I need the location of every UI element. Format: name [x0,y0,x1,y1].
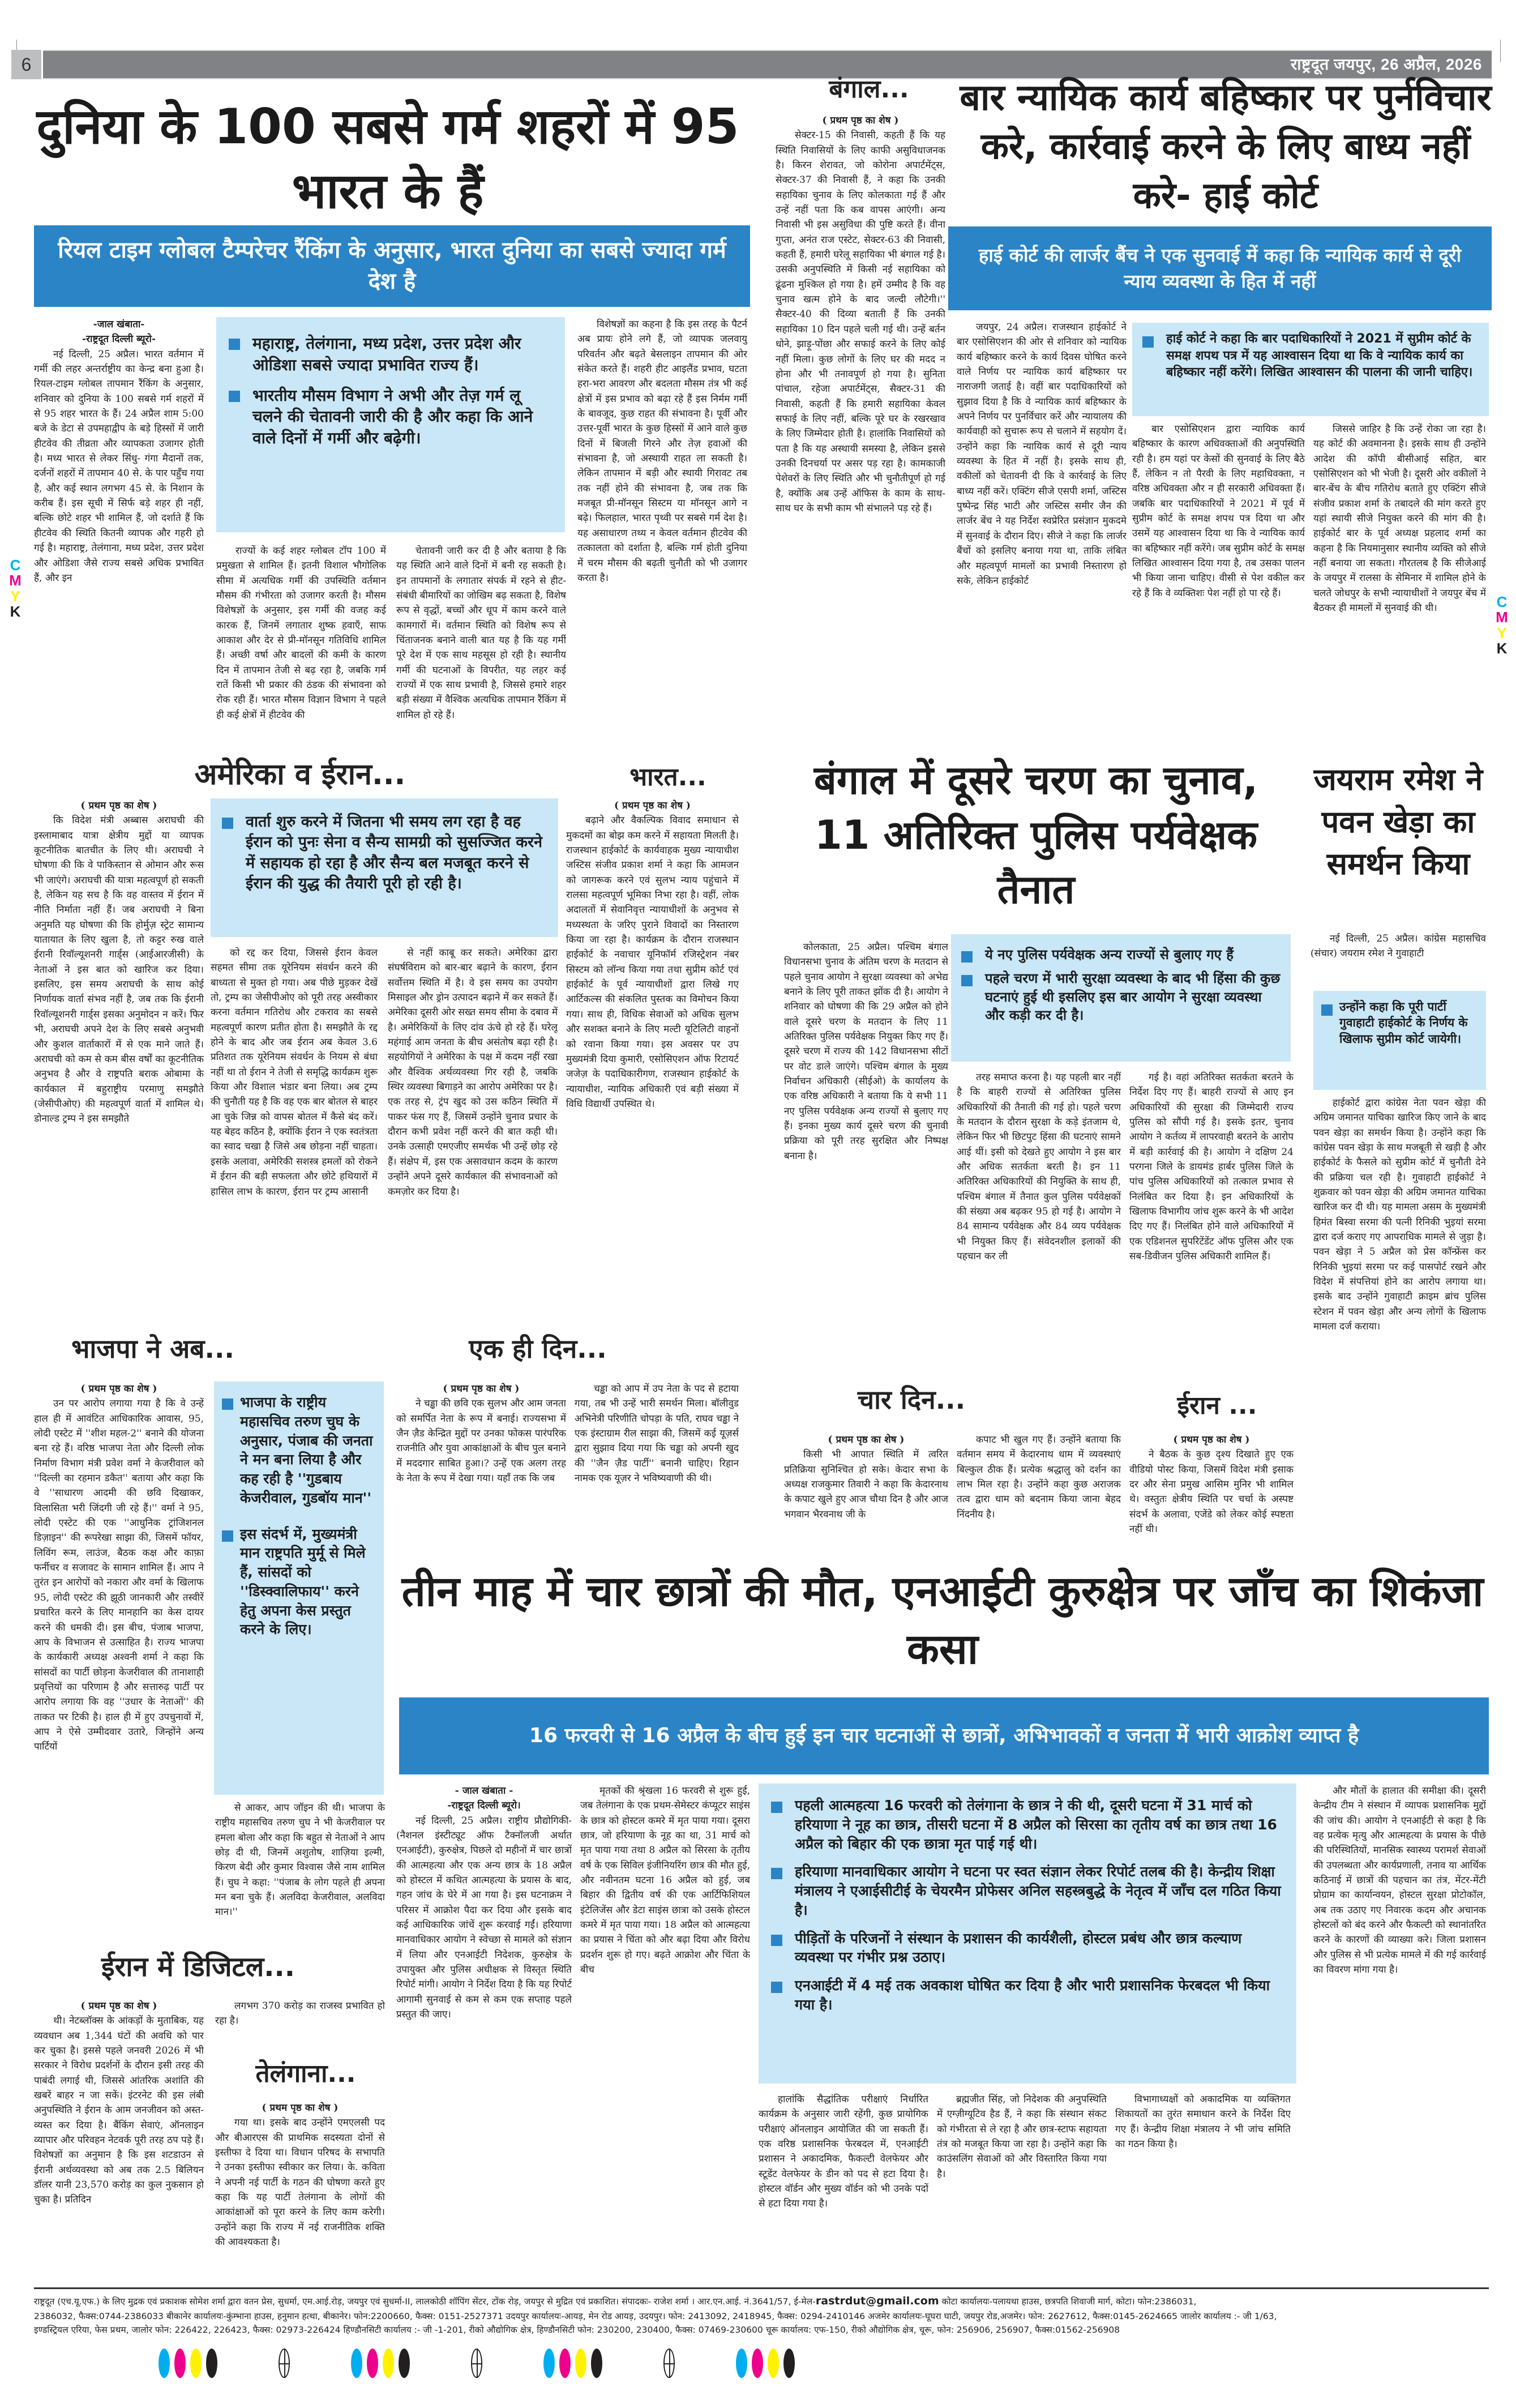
bullet-square-icon [771,1935,782,1946]
cmyk-swatch [543,2349,602,2378]
bengal-phase2-highlight-box [951,934,1291,1062]
iran-short-column: ( प्रथम पृष्ठ का शेष ) ने बैठक के कुछ दृश्य दिखाते हुए एक वीडियो पोस्ट किया, जिसमें विदेश मंत्री इसाक दर और सेना प्रमुख आसिम मुनिर भी शामिल थे। वस्तुतः क्षेत्रीय स्थिति पर चर्चा के अस्पष्ट संदर्भ के अलावा, एजेंडे को लेकर कोई स्पष्टता नहीं थी। [1129,1434,1294,1536]
highlight-item: पीड़ितों के परिजनों ने संस्थान के प्रशासन की कार्यशैली, होस्टल प्रबंध और छात्र कल्याण व्यवस्था पर गंभीर प्रश्न उठाए। [771,1929,1284,1968]
highlight-item: हरियाणा मानवाधिकार आयोग ने घटना पर स्वत संज्ञान लेकर रिपोर्ट तलब की है। केन्द्रीय शिक्षा मंत्रालय ने एआईसीटीई के चेयरमैन प्रोफेसर अनिल सहस्त्रबुद्धे के नेतृत्व में जाँच दल गठित किया है। [771,1862,1284,1919]
iran-digital-column-2: लगभग 370 करोड़ का राजस्व प्रभावित हो रहा है। [215,2000,385,2027]
highlight-item: ये नए पुलिस पर्यवेक्षक अन्य राज्यों से बुलाए गए हैं [961,946,1281,964]
bullet-square-icon [222,1530,233,1542]
bengal-cont-title: बंगाल... [829,75,909,104]
heat-subhead-band: रियल टाइम ग्लोबल टैम्परेचर रैंकिंग के अनुसार, भारत दुनिया का सबसे ज्यादा गर्म देश है [34,225,750,307]
bjp-column-1: ( प्रथम पृष्ठ का शेष ) उन पर आरोप लगाया गया है कि वे उन्हें हाल ही में आवंटित आधिकारिक आवास, 95, लोदी एस्टेट में ''शीश महल-2'' बनाने की योजना बना रहे हैं। वरिष्ठ भाजपा नेता और दिल्ली लोक निर्माण विभाग मंत्री प्रवेश वर्मा ने केजरीवाल को ''दिल्ली का रहमान डकैत'' बताया और कहा कि वे ''साधारण आदमी की छवि दिखाकर, विलासिता भरी जिंदगी जी रहे हैं।'' वर्मा ने 95, लोदी एस्टेट की एक ''आधुनिक ट्रांजिशनल डिज़ाइन'' की रूपरेखा साझा की, जिसमें फॉयर, लिविंग रूम, लाउंज, बैठक कक्ष और काफ़ा फर्नीचर व सजावट के सामान शामिल हैं। आप ने तुरंत इन आरोपों को नकारा और वर्मा के खिलाफ 95, लोदी एस्टेट की झूठी जानकारी और तस्वीरें प्रचारित करने के लिए मानहानि का केस दायर करने की धमकी दी। इस बीच, पंजाब भाजपा, आप के विभाजन से उत्साहित है। राज्य भाजपा के कार्यकारी अध्यक्ष अश्वनी शर्मा ने कहा कि सांसदों का पार्टी छोड़ना केजरीवाल की तानाशाही प्रवृत्तियों का परिणाम है और सत्तारुढ़ पार्टी पर आरोप लगाया कि वह ''उधार के नेताओं'' की ताकत पर टिकी है। हाल ही में हुए उपचुनावों में, आप ने ऐसे उम्मीदवार उतारे, जिन्होंने अन्य पार्टियों [34,1383,204,1753]
bengal-phase2-column-3: गई है। वहां अतिरिक्त सतर्कता बरतने के निर्देश दिए गए हैं। बाहरी राज्यों से आए इन अधिकारियों की सुरक्षा की जिम्मेदारी राज्य पुलिस को सौंपी गई है। इसके इतर, चुनाव आयोग ने कर्तव्य में लापरवाही बरतने के आरोप में बड़ी कार्रवाई की है। आयोग ने दक्षिण 24 परगना जिले के डायमंड हार्बर पुलिस जिले के पांच पुलिस अधिकारियों को तत्काल प्रभाव से निलंबित कर दिया है। इन अधिकारियों के खिलाफ विभागीय जांच शुरू करने के भी आदेश दिए गए हैं। निलंबित होने वाले अधिकारियों में एक एडिशनल सुपरिटेंडेंट ऑफ पुलिस और एक सब-डिवीजन पुलिस अधिकारी शामिल हैं। [1129,1072,1294,1263]
article-text: नई दिल्ली, 25 अप्रैल। भारत वर्तमान में गर्मी की लहर अन्तर्राष्ट्रीय का केन्द्र बना हुआ है। रियल-टाइम ग्लोबल तापमान रैंकिंग के अनुसार, शनिवार को दुनिया के 100 सबसे गर्म शहरों में से 95 शहर भारत के हैं। 24 अप्रैल शाम 5:00 बजे के डेटा से उपमहाद्वीप के बड़े हिस्सों में जारी हीटवेव की तीव्रता और व्यापकता उजागर होती है। मध्य भारत से लेकर सिंधु- गंगा मैदानों तक, दर्जनों शहरों में तापमान 40 से. के पार पहुँच गया है, और कई स्थान लगभग 45 से. के निशान के करीब हैं। इस सूची में सिर्फ बड़े शहर ही नहीं, बल्कि छोटे शहर भी शामिल हैं, जो दर्शाते हैं कि हीटवेव की स्थिति कितनी व्यापक और गहरी हो गई है। महाराष्ट्र, तेलंगाना, मध्य प्रदेश, उत्तर प्रदेश और ओडिशा जैसे राज्य सबसे अधिक प्रभावित हैं, और इन [34,348,204,584]
registration-marks [159,2349,795,2378]
char-din-column-2: कपाट भी खुल गए हैं। उन्होंने बताया कि वर्तमान समय में केदारनाथ धाम में व्यवस्थाएं बिल्कुल ठीक हैं। प्रत्येक श्रद्धालु को दर्शन का लाभ मिल रहा है। उन्होंने कहा कुछ अराजक तत्व द्वारा धाम को बदनाम किया जाना बेहद निंदनीय है। [957,1434,1121,1520]
bullet-square-icon [771,1982,782,1993]
cmyk-marker-left: C M Y K [9,557,22,620]
bengal-phase2-headline: बंगाल में दूसरे चरण का चुनाव, 11 अतिरिक्त पुलिस पर्यवेक्षक तैनात [813,757,1258,913]
highlight-item: भाजपा के राष्ट्रीय महासचिव तरुण चुघ के अनुसार, पंजाब की जनता ने मन बना लिया है और कह रही है ''गुडबाय केजरीवाल, गुडबॉय मान'' [222,1393,376,1508]
bullet-square-icon [771,1868,782,1879]
char-din-title: चार दिन... [857,1384,966,1415]
registration-target-icon [663,2349,675,2378]
highcourt-headline: बार न्यायिक कार्य बहिष्कार पर पुर्नविचार करे, कार्रवाई करने के लिए बाध्य नहीं करे- हाई कोर्ट [960,77,1492,217]
footer-rule [34,2287,1489,2289]
highcourt-column-3: जिससे जाहिर है कि उन्हें रोका जा रहा है। यह कोर्ट की अवमानना है। इसके साथ ही उन्होंने आदेश की कॉपी बीसीआई सहित, बार एसोसिएशन को भी भेजी है। दूसरी ओर वकीलों ने बार-बेंच के बीच गतिरोध बताते हुए एक्टिंग सीजे संजीव प्रकाश शर्मा के तबादले की मांग करते हुए यहां स्थायी सीजे नियुक्त करने की मांग की है। हाईकोर्ट बार के पूर्व अध्यक्ष प्रहलाद शर्मा का कहना है कि नियमानुसार स्थानीय व्यक्ति को सीजे नहीं बनाया जा सकता। गौरतलब है कि सीजेआई के जयपुर में रालसा के सेमिनार में शामिल होने के चलते जोधपुर के सभी न्यायाधीशों ने जयपुर बेंच में बैठकर ही मामलों में सुनवाई की थी। [1313,424,1486,614]
nit-headline: तीन माह में चार छात्रों की मौत, एनआईटी कुरुक्षेत्र पर जाँच का शिकंजा कसा [401,1567,1484,1674]
email-link[interactable]: rastrdut@gmail.com [815,2295,939,2307]
iran-digital-title: ईरान में डिजिटल... [101,1951,295,1983]
bullet-square-icon [222,1398,233,1410]
highcourt-subhead-band: हाई कोर्ट की लार्जर बैंच ने एक सुनवाई में कहा कि न्यायिक कार्य से दूरी न्याय व्यवस्था के हित में नहीं [948,226,1492,310]
highlight-item: वार्ता शुरु करने में जितना भी समय लग रहा है वह ईरान को पुनः सेना व सैन्य सामग्री को सुसज्जित करने में सहायक हो रहा है और सैन्य बल मजबूत करने से ईरान की युद्ध की तैयारी पूरी हो रही है। [222,812,547,895]
bullet-square-icon [229,391,240,402]
jairam-column: हाईकोर्ट द्वारा कांग्रेस नेता पवन खेड़ा की अग्रिम जमानत याचिका खारिज किए जाने के बाद पवन खेड़ा का समर्थन किया है। उन्होंने कहा कि कांग्रेस पवन खेड़ा के साथ मजबूती से खड़ी है और हाईकोर्ट के फैसले को सुप्रीम कोर्ट में चुनौती देने की प्रक्रिया चल रही है। गुवाहाटी हाईकोर्ट ने शुक्रवार को पवन खेड़ा की अग्रिम जमानत याचिका खारिज कर दी थी। यह मामला असम के मुख्यमंत्री हिमंत बिस्वा सरमा की पत्नी रिनिकी भुइयां सरमा द्वारा दर्ज कराए गए आपराधिक मामले से जुड़ा है। पवन खेड़ा ने 5 अप्रैल को प्रेस कॉन्फ्रेंस कर रिनिकी भुइयां सरमा पर कई पासपोर्ट रखने और विदेश में संपत्तियां होने का आरोप लगाया था। इसके बाद उन्होंने गुवाहाटी क्राइम ब्रांच पुलिस स्टेशन में पवन खेड़ा और अन्य लोगों के खिलाफ मामला दर्ज कराया। [1313,1097,1486,1333]
heat-headline: दुनिया के 100 सबसे गर्म शहरों में 95 भारत के हैं [36,99,739,220]
highlight-item: पहली आत्महत्या 16 फरवरी को तेलंगाना के छात्र ने की थी, दूसरी घटना में 31 मार्च को हरियाणा ने नूह का छात्र, तीसरी घटना में 8 अप्रैल को सिरसा का तृतीय वर्ष का छात्र तथा 16 अप्रैल को बिहार की एक छात्रा मृत पाई गई थी। [771,1796,1284,1853]
telangana-column: ( प्रथम पृष्ठ का शेष ) गया था। इसके बाद उन्होंने एमएलसी पद और बीआरएस की प्राथमिक सदस्यता दोनों से इस्तीफा दे दिया था। विधान परिषद के सभापति ने उनका इस्तीफा स्वीकार कर लिया। के. कविता ने अपनी नई पार्टी के गठन की घोषणा करते हुए कहा कि यह पार्टी तेलंगाना के लोगों की आकांक्षाओं को पूरा करने के लिए काम करेगी। उन्होंने कहा कि राज्य में नई राजनीतिक शक्ति की आवश्यकता है। [215,2102,385,2248]
highlight-item: भारतीय मौसम विभाग ने अभी और तेज़ गर्म लू चलने की चेतावनी जारी की है और कहा कि आने वाले दिनों में गर्मी और बढ़ेगी। [229,385,553,449]
nit-highlight-box [759,1783,1296,2084]
bullet-square-icon [222,818,233,829]
bjp-title: भाजपा ने अब... [71,1333,234,1364]
iran-digital-column-1: ( प्रथम पृष्ठ का शेष ) थी। नेटब्लॉक्स के आंकड़ों के मुताबिक, यह व्यवधान अब 1,344 घंटों की अवधि को पार कर चुका है। इससे पहले जनवरी 2026 में भी सरकार ने विरोध प्रदर्शनों के दौरान इसी तरह की पाबंदी लगाई थी, जिससे आंतरिक अशांति की खबरें बाहर न जा सकें। इंटरनेट की इस लंबी अनुपस्थिति ने ईरान के आम जनजीवन को अस्त-व्यस्त कर दिया है। बैंकिंग सेवाएं, ऑनलाइन व्यापार और परिवहन नेटवर्क पूरी तरह ठप पड़े हैं। विशेषज्ञों का अनुमान है कि इस शटडाउन से ईरानी अर्थव्यवस्था को अब तक 2.5 बिलियन डॉलर यानी 23,570 करोड़ का कुल नुकसान हो चुका है। प्रतिदिन [34,2000,204,2206]
nit-column-1: - जाल खंबाता - -राष्ट्रदूत दिल्ली ब्यूरो। नई दिल्ली, 25 अप्रैल। राष्ट्रीय प्रौद्योगिकी-(नैशनल इंस्टीट्यूट ऑफ टैक्नॉलजी अर्थात एनआईटी), कुरुक्षेत्र, पिछले दो महीनों में चार छात्रों की आत्महत्या और एक अन्य छात्र के 18 अप्रैल को होस्टल में कथित आत्महत्या के प्रयास के बाद, गहन जांच के घेरे में आ गया है। इस घटनाक्रम ने परिसर में आक्रोश पैदा कर दिया और इसके बाद कई आधिकारिक जांचें शुरू करवाई गईं। हरियाणा मानवाधिकार आयोग ने स्वेच्छा से मामले को संज्ञान में लिया और एनआईटी निदेशक, कुरुक्षेत्र के उपायुक्त और पुलिस अधीक्षक से विस्तृत स्थिति रिपोर्ट मांगी। आयोग ने निर्देश दिया है कि यह रिपोर्ट आगामी सुनवाई से कम से कम एक सप्ताह पहले प्रस्तुत की जाए। [396,1785,572,2021]
heat-column-4: विशेषज्ञों का कहना है कि इस तरह के पैटर्न अब प्रायः होने लगे हैं, जो व्यापक जलवायु परिवर्तन और बढ़ते बेसलाइन तापमान की ओर संकेत करते हैं। शहरी हीट आइलैंड प्रभाव, घटता हरा-भरा आवरण और बदलता मौसम तंत्र भी कई क्षेत्रों में इस प्रभाव को बढ़ा रहे हैं इस निर्मम गर्मी के बावजूद, कुछ राहत की संभावना है। पूर्वी और उत्तर-पूर्वी भारत के कुछ हिस्सों में आने वाले कुछ दिनों में बिजली गिरने और तेज़ हवाओं की संभावना है, जो अस्थायी राहत ला सकती है। लेकिन तापमान में बड़ी और स्थायी गिरावट तब तक नहीं होने की संभावना है, जब तक कि मजबूत प्री-मॉनसून सिस्टम या मॉनसून आगे न बढ़े। फिलहाल, भारत पृथ्वी पर सबसे गर्म देश है। यह असाधारण तथ्य न केवल वर्तमान हीटवेव की तत्कालता को दर्शाता है, बल्कि गर्म होती दुनिया में चरम मौसम की बढ़ती चुनौती को भी उजागर करता है। [577,319,747,584]
cmyk-swatch [351,2349,410,2378]
bharat-cont-title: भारत... [629,763,706,792]
iran-short-title: ईरान ... [1177,1391,1257,1420]
registration-target-icon [471,2349,482,2378]
registration-target-icon [279,2349,290,2378]
bureau: -राष्ट्रदूत दिल्ली ब्यूरो- [82,333,156,345]
bengal-phase2-column-1: कोलकाता, 25 अप्रैल। पश्चिम बंगाल विधानसभा चुनाव के अंतिम चरण के मतदान से पहले चुनाव आयोग ने सुरक्षा व्यवस्था को अभेद्य बनाने के लिए पूरी ताकत झोंक दी है। आयोग ने शनिवार को घोषणा की कि 29 अप्रैल को होने वाले दूसरे चरण के मतदान के लिए 11 अतिरिक्त पुलिस पर्यवेक्षक नियुक्त किए गए हैं। दूसरे चरण में राज्य की 142 विधानसभा सीटों पर वोट डाले जाएंगे। पश्चिम बंगाल के मुख्य निर्वाचन अधिकारी (सीईओ) के कार्यालय के एक वरिष्ठ अधिकारी ने बताया कि ये सभी 11 नए पुलिस पर्यवेक्षक अन्य राज्यों से बुलाए गए हैं। इनका मुख्य कार्य दूसरे चरण की चुनावी प्रक्रिया को पूरी तरह सुरक्षित और निष्पक्ष बनाना है। [784,942,948,1162]
heat-highlight-box [216,317,565,532]
char-din-column-1: ( प्रथम पृष्ठ का शेष ) किसी भी आपात स्थिति में त्वरित प्रतिक्रिया सुनिश्चित हो सके। केदार सभा के अध्यक्ष राजकुमार तिवारी ने कहा कि केदारनाथ के कपाट खुले हुए आज चौथा दिन है और आज भगवान भैरवनाथ जी के [784,1434,948,1520]
imprint-line-1: राष्ट्रदूत (एच.यू.एफ.) के लिए मुद्रक एवं प्रकाशक सोमेश शर्मा द्वारा वतन प्रेस, सुधर्मा, एम.आई.रोड़, जयपुर एवं सुधर्मा-II, लालकोठी शॉपिंग सेंटर, टोंक रोड़, जयपुर से मुद्रित एवं प्रकाशित। संपादकः- राजेश शर्मा । आर.एन.आई. नं.3641/57, ई-मेल-rastrdut@gmail.com कोटा कार्यालयः-पलायथा हाउस, छत्रपति शिवाजी मार्ग, कोटा। फोन:2386031, [34,2295,1197,2307]
highcourt-column-2: बार एसोसिएशन द्वारा न्यायिक कार्य बहिष्कार के कारण अधिवक्ताओं की अनुपस्थिति रही है। हम यहां पर केसों की सुनवाई के लिए बैठे हैं, लेकिन न तो पैरवी के लिए महाधिवक्ता, न वरिष्ठ अधिवक्ता और न ही सरकारी अधिवक्ता हैं। जबकि बार पदाधिकारियों ने 2021 में पूर्व में सुप्रीम कोर्ट के समक्ष शपथ पत्र दिया था और उसमें यह आश्वासन दिया था कि वे न्यायिक कार्य का बहिष्कार नहीं करेंगे। जब सुप्रीम कोर्ट के समक्ष लिखित आश्वासन दिया गया है, तब उसका पालन भी किया जाना चाहिए। वीसी से पेश वकील कर रहे हैं कि वे व्यक्तिशः पेश नहीं हो पा रहे हैं। [1132,424,1305,599]
cmyk-swatch [159,2349,217,2378]
highlight-item: हाई कोर्ट ने कहा कि बार पदाधिकारियों ने 2021 में सुप्रीम कोर्ट के समक्ष शपथ पत्र में यह आश्वासन दिया था कि वे न्यायिक कार्य का बहिष्कार नहीं करेंगे। लिखित आश्वासन की पालना की जानी चाहिए। [1142,331,1479,381]
heat-column-3: चेतावनी जारी कर दी है और बताया है कि यह स्थिति आने वाले दिनों में बनी रह सकती है। इन तापमानों के लगातार संपर्क में रहने से हीट-संबंधी बीमारियों का जोखिम बढ़ सकता है, विशेष रूप से वृद्धों, बच्चों और धूप में काम करने वाले कामगारों में। वर्तमान स्थिति को विशेष रूप से चिंताजनक बनाने वाली बात यह है कि यह गर्मी पूरे देश में एक साथ महसूस हो रही है। स्थानीय गर्मी की घटनाओं के विपरीत, यह लहर कई राज्यों में एक साथ प्रभावी है, जिससे हमारे शहर बड़ी संख्या में वैश्विक अत्यधिक तापमान रैंकिंग में शामिल हो रहे हैं। [396,545,566,721]
us-iran-column-3: से नहीं काबू कर सकते। अमेरिका द्वारा संघर्षविराम को बार-बार बढ़ाने के कारण, ईरान सर्वोत्तम स्थिति में है। वे इस समय का उपयोग मिसाइल और ड्रोन उत्पादन बढ़ाने में कर सकते हैं। अमेरिका दूसरी ओर सख्त समय सीमा के दबाव में है। अमेरिकियों के लिए दांव ऊंचे हो रहे हैं। घरेलू महंगाई आम जनता के बीच असंतोष बढ़ा रही है। सहयोगियों ने अमेरिका के पक्ष में कदम नहीं रखा और वैश्विक अर्थव्यवस्था गिर रही है, जबकि स्थिर व्यवस्था बिगाड़ने का आरोप अमेरिका पर है। एक तरह से, ट्रंप खुद को उस कठिन स्थिति में पाकर फंस गए हैं, जिसमें उन्होंने चुनाव प्रचार के दौरान कभी प्रवेश नहीं करने की बात कही थी। उनके उत्साही एमएजीए समर्थक भी उन्हें छोड़ रहे हैं। संक्षेप में, इस एक असावधान कदम के कारण उन्होंने अपने दूसरे कार्यकाल की संभावनाओं को कमज़ोर कर दिया है। [388,947,558,1197]
nit-column-6: और मौतों के हालात की समीक्षा की। दूसरी केन्द्रीय टीम ने संस्थान में व्यापक प्रशासनिक मुद्दों की जांच की। आयोग ने एनआईटी से कहा है कि वह प्रत्येक मृत्यु और आत्महत्या के प्रयास के पीछे की परिस्थितियों, मानसिक स्वास्थ्य परामर्श सेवाओं की उपलब्धता और कार्यप्रणाली, तनाव या आर्थिक कठिनाई में छात्रों की पहचान का तंत्र, मेंटर-मेंटी प्रोग्राम का कार्यान्वयन, होस्टल सुरक्षा प्रोटोकॉल, अब तक उठाए गए निवारक कदम और अचानक होस्टलों को बंद करने और फैकल्टी को स्थानांतरित करने के कारणों की व्याख्या करे। जिला प्रशासन और पुलिस से भी प्रत्येक मामले में की गई कार्रवाई का विवरण मांगा गया है। [1313,1785,1486,1976]
bharat-cont-column: ( प्रथम पृष्ठ का शेष ) बढ़ाने और वैकल्पिक विवाद समाधान से मुकदमों का बोझ कम करने में सहायता मिलती है। राजस्थान हाईकोर्ट के कार्यवाहक मुख्य न्यायाधीश जस्टिस संजीव प्रकाश शर्मा ने कहा कि आमजन को जागरूक करने एवं सुलभ न्याय पहुंचाने में रालसा महत्वपूर्ण भूमिका निभा रहा है। वहीं, लोक अदालतों में सेवानिवृत्त न्यायाधीशों के अनुभव से मध्यस्थता के जरिए पुराने विवादों का निस्तारण किया जा रहा है। कार्यक्रम के दौरान राजस्थान हाईकोर्ट के नवाचार यूनिफॉर्म रजिस्ट्रेशन नंबर सिस्टम को लॉन्च किया गया तथा सुप्रीम कोर्ट एवं हाईकोर्ट के पूर्व न्यायाधीशों द्वारा लिखे गए आर्टिकल्स की संकलित पुस्तक का विमोचन किया गया। साथ ही, विधिक सेवाओं को अधिक सुलभ और सशक्त बनाने के लिए मल्टी यूटिलिटी वाहनों को रवाना किया गया। इस अवसर पर उप मुख्यमंत्री दिया कुमारी, एसोसिएशन ऑफ रिटायर्ट जजेज़ के पदाधिकारीगण, राजस्थान हाईकोर्ट के न्यायाधीश, न्यायिक अधिकारी एवं बड़ी संख्या में विधि विद्यार्थी उपस्थित थे। [566,800,739,1110]
us-iran-highlight-box [211,798,558,937]
jairam-highlight-box [1313,991,1486,1090]
bullet-square-icon [961,975,973,986]
ek-hi-din-column-1: ( प्रथम पृष्ठ का शेष ) ने चड्ढा की छवि एक सुलभ और आम जनता को समर्पित नेता के रूप में बनाई। राज्यसभा में जैन ज़ैड केन्द्रित मुद्दों पर उनका फोकस पारंपरिक राजनीति और युवा आकांक्षाओं के बीच पुल बनाने में मददगार साबित हुआ।? उन्हें एक अलग तरह के नेता के रूप में देखा गया। यहाँ तक कि जब [396,1383,566,1485]
bengal-cont-column: ( प्रथम पृष्ठ का शेष ) सेक्टर-15 की निवासी, कहती हैं कि यह स्थिति निवासियों के लिए काफी असुविधाजनक है। किरन शेरावत, जो कोरोना अपार्टमेंट्स, सेक्टर-37 की निवासी हैं, ने कहा कि उनकी सहायिका चुनाव के लिए कोलकाता गई हैं और उन्हें नहीं पता कि कब वापस आएंगी। अन्य निवासी भी इस असुविधा की पुष्टि करते हैं। वीना गुप्ता, अनंत राज एस्टेट, सेक्टर-63 की निवासी, कहती हैं, हमारी घरेलू सहायिका भी बंगाल गई है। उसकी अनुपस्थिति में किसी नई सहायिका को ढूंढना मुश्किल हो गया है। हमें उम्मीद है कि वह चुनाव खत्म होने के बाद जल्दी लौटेगी।'' सैक्टर-40 की दिव्या बताती हैं कि उनकी सहायिका 10 दिन पहले चली गई थी। उन्हें बर्तन धोने, झाड़ू-पोंछा और सफाई करने के लिए कोई नहीं मिला। कुछ लोगों के लिए घर की मदद न होना और भी तनावपूर्ण हो गया है। सुनिता पांचाल, रहेजा अपार्टमेंट्स, सैक्टर-31 की निवासी, कहती हैं कि हमारी सहायिका केवल सफाई के लिए नहीं, बल्कि पूरे घर के रखरखाव के लिए जिम्मेदार होती है। हालांकि निवासियों को पता है कि यह अस्थायी समस्या है, लेकिन इससे उनकी दिनचर्या पर असर पड़ रहा है। कामकाजी पेशेवरों के लिए स्थिति और भी चुनौतीपूर्ण हो गई है, क्योंकि अब उन्हें ऑफिस के काम के साथ-साथ घर के सभी काम भी संभालने पड़ रहे हैं। [776,115,945,514]
cmyk-swatch [736,2349,795,2378]
bullet-square-icon [1142,336,1154,348]
imprint-line-3: इण्डस्ट्रियल एरिया, फेस प्रथम, जालोर फोन: 226422, 226423, फैक्स: 02973-226424 हिण्डौनसिटी कार्यालय :- जी -1-201, रीको औद्योगिक क्षेत्र, हिण्डौनसिटी फोन: 230200, 230400, फैक्स: 07469-230600 चूरू कार्यालय: एफ-150, रीको औद्योगिक क्षेत्र, चूरू, फोन: 256906, 256907, फैक्स:01562-256908 [34,2325,1120,2336]
byline: -जाल खंबाता- [93,319,145,330]
us-iran-column-1: ( प्रथम पृष्ठ का शेष ) कि विदेश मंत्री अब्बास अराघची की इस्लामाबाद यात्रा क्षेत्रीय मुद्दों या व्यापक कूटनीतिक बातचीत के लिए थी। अराघची ने घोषणा की कि वे पाकिस्तान से ओमान और रूस भी जाएंगे। अराघची की यात्रा महत्वपूर्ण हो सकती है, लेकिन यह सच है कि वह वास्तव में ईरान में नीति निर्माता नहीं हैं। जब अराघची ने बिना अनुमति यह घोषणा की कि होर्मुज़ स्ट्रेट सामान्य यातायात के लिए खुला है, तो कट्टर रुख वाले ईरानी रिवॉल्यूशनरी गार्ड्स (आईआरजीसी) के नेताओं ने इस बात को खारिज कर दिया। इसलिए, इस समय अराघची के साथ कोई निर्णायक वार्ता संभव नहीं है, जब तक कि ईरानी रिवॉल्यूशनरी गार्ड्स इसका अनुमोदन न करें। फिर भी, अराघची अपने देश के लिए सबसे अनुभवी और कुशल वार्ताकारों में से एक माने जाते हैं। अराघची को कम से कम बीस वर्षों का कूटनीतिक अनुभव है और वे राष्ट्रपति बराक ओबामा के कार्यकाल में बहुराष्ट्रीय परमाणु समझौते (जेसीपीओए) की महत्वपूर्ण वार्ता में शामिल थे। डोनाल्ड ट्रम्प ने इस समझौते [34,800,204,1125]
highcourt-highlight-box [1132,323,1489,416]
nit-subhead-band: 16 फरवरी से 16 अप्रैल के बीच हुई इन चार घटनाओं से छात्रों, अभिभावकों व जनता में भारी आक्रोश व्याप्त है [399,1697,1489,1774]
cmyk-marker-right: C M Y K [1496,593,1508,657]
nit-column-5: विभागाध्यक्षों को अकादमिक या व्यक्तिगत शिकायतों का तुरंत समाधान करने के निर्देश दिए गए हैं। केन्द्रीय शिक्षा मंत्रालय ने भी जांच समिति का गठन किया है। [1115,2094,1291,2150]
page-number: 6 [11,50,43,79]
highlight-item: एनआईटी में 4 मई तक अवकाश घोषित कर दिया है और भारी प्रशासनिक फेरबदल भी किया गया है। [771,1976,1284,2014]
imprint [34,2293,1489,2337]
ek-hi-din-title: एक ही दिन... [469,1333,607,1364]
highlight-item: महाराष्ट्र, तेलंगाना, मध्य प्रदेश, उत्तर प्रदेश और ओडिशा सबसे ज्यादा प्रभावित राज्य हैं। [229,333,553,376]
telangana-title: तेलंगाना... [255,2059,356,2088]
heat-column-1 [34,317,204,736]
nit-column-4: ब्रह्मजीत सिंह, जो निदेशक की अनुपस्थिति में एग्ज़ीग्यूटिव हैड हैं, ने कहा कि संस्थान संकट को गंभीरता से ले रहा है और छात्र-स्टाफ सहायता तंत्र को मजबूत किया जा रहा है। उन्होंने कहा कि काउंसलिंग सेवाओं को और विस्तारित किया गया है। [937,2094,1107,2180]
bullet-square-icon [229,339,240,350]
bullet-square-icon [961,951,973,963]
ek-hi-din-column-2: चड्ढा को आप में उप नेता के पद से हटाया गया, तब भी उन्हें भारी समर्थन मिला। बॉलीवुड अभिनेत्री परिणीति चोपड़ा के पति, राघव चड्ढा ने एक इंस्टाग्राम रील साझा की, जिसमें कई यूज़र्स द्वारा सुझाव दिया गया कि चड्ढा को अपनी खुद की ''जैन ज़ैड पार्टी'' बनानी चाहिए। रिहान नामक एक यूज़र ने भविष्यवाणी की थी। [575,1383,739,1485]
bjp-column-2: से आकर, आप जॉइन की थी। भाजपा के राष्ट्रीय महासचिव तरुण चुघ ने भी केजरीवाल पर हमला बोला और कहा कि बहुत से नेताओं ने आप छोड़ दी थी, जिनमें अशुतोष, शाज़िया इल्मी, किरण बेदी और कुमार विश्वास जैसे नाम शामिल हैं। चुघ ने कहा: ''पंजाब के लोग पहले ही अपना मन बना चुके हैं। अलविदा केजरीवाल, अलविदा मान।'' [215,1802,385,1918]
highlight-item: पहले चरण में भारी सुरक्षा व्यवस्था के बाद भी हिंसा की कुछ घटनाएं हुई थी इसलिए इस बार आयोग ने सुरक्षा व्यवस्था और कड़ी कर दी है। [961,969,1281,1024]
bullet-square-icon [771,1802,782,1813]
us-iran-title: अमेरिका व ईरान... [194,758,406,792]
jairam-intro: नई दिल्ली, 25 अप्रैल। कांग्रेस महासचिव (संचार) जयराम रमेश ने गुवाहाटी [1311,933,1486,960]
nit-column-2: मृतकों की श्रृंखला 16 फरवरी से शुरू हुई, जब तेलंगाना के एक प्रथम-सेमेस्टर कंप्यूटर साइंस के छात्र को होस्टल कमरे में मृत पाया गया। दूसरा छात्र, जो हरियाणा के नूह का था, 31 मार्च को मृत पाया गया तथा 8 अप्रैल को सिरसा के तृतीय वर्ष के एक सिविल इंजीनियरिंग छात्र की मौत हुई, और नवीनतम घटना 16 अप्रैल को हुई, जब बिहार की द्वितीय वर्ष की एक आर्टिफिशियल इंटेलिजेंस और डेटा साइंस छात्रा को उसके होस्टल कमरे में मृत पाया गया। 18 अप्रैल को आत्महत्या का प्रयास ने चिंता को और बढ़ा दिया और विरोध प्रदर्शन शुरू हो गए। बढ़ते आक्रोश और चिंता के बीच [580,1785,750,1976]
highlight-item: उन्होंने कहा कि पूरी पार्टी गुवाहाटी हाईकोर्ट के निर्णय के खिलाफ सुप्रीम कोर्ट जायेगी। [1321,999,1478,1047]
jairam-headline: जयराम रमेश ने पवन खेड़ा का समर्थन किया [1313,762,1483,882]
bjp-highlight-box [214,1382,384,1795]
crop-mark-right [1500,40,1516,62]
nit-column-3: हालांकि सैद्धांतिक परीक्षाएं निर्धारित कार्यक्रम के अनुसार जारी रहेंगी, कुछ प्रायोगिक परीक्षाएं ऑनलाइन आयोजित की जा सकती हैं। एक वरिष्ठ प्रशासनिक फेरबदल में, एनआईटी प्रशासन ने अकादमिक, फैकल्टी वेलफेयर और स्टूडेंट वेलफेयर के डीन को पद से हटा दिया है। होस्टल वॉर्डन और मुख्य वॉर्डन को भी उनके पदों से हटा दिया गया है। [759,2094,928,2210]
imprint-line-2: 2386032, फैक्स:0744-2386033 बीकानेर कार्यालयः-कुंम्भाना हाउस, हनुमान हत्था, बीकानेर। फोन:2200660, फैक्स: 0151-2527371 उदयपुर कार्यालयः-आयड़, मेन रोड आयड़, उदयपुर। फोन: 2413092, 2418945, फैक्स: 0294-2410146 अजमेर कार्यालयः-घूघरा घाटी, जयपुर रोड,अजमेर। फोन: 2627612, फैक्स:0145-2624665 जालोर कार्यालय :- जी 1/63, [34,2311,1277,2322]
highcourt-column-1: जयपुर, 24 अप्रैल। राजस्थान हाईकोर्ट ने बार एसोसिएशन की ओर से शनिवार को न्यायिक कार्य बहिष्कार करने के कार्य दिवस घोषित करने वाले निर्णय पर न्यायिक कार्य बहिष्कार पर नाराजगी जताई है। वहीं बार पदाधिकारियों को सुझाव दिया है कि वे न्यायिक कार्य बहिष्कार के अपने निर्णय पर पुनर्विचार करें और न्यायालय की कार्यवाही को सुचारू रूप से चलाने में सहयोग दें। उन्होंने कहा कि न्यायिक कार्य से दूरी न्याय व्यवस्था के हित में नहीं है। इसके साथ ही, वकीलों को चेतावनी दी कि वे कार्रवाई के लिए बाध्य नहीं करें। एक्टिंग सीजे एसपी शर्मा, जस्टिस पुष्पेन्द्र सिंह भाटी और जस्टिस समीर जैन की लार्जर बेंच ने यह निर्देश स्वप्रेरित प्रसंज्ञान मुकदमे में सुनवाई के दौरान दिए। सीजे ने कहा कि लार्जर बैंचों को इसलिए बनाया गया था, ताकि लंबित और महत्वपूर्ण मामलों का प्रभावी निस्तारण हो सके, लेकिन हाईकोर्ट [957,322,1127,587]
bullet-square-icon [1321,1004,1333,1016]
heat-column-2: राज्यों के कई शहर ग्लोबल टॉप 100 में प्रमुखता से शामिल हैं। इतनी विशाल भौगोलिक सीमा में अत्यधिक गर्मी की उपस्थिति वर्तमान मौसम की गंभीरता को उजागर करती है। मौसम विशेषज्ञों के अनुसार, इस गर्मी की वजह कई कारक हैं, जिनमें लगातार शुष्क हवाएँ, साफ आकाश और देर से प्री-मॉनसून गतिविधि शामिल हैं। अच्छी वर्षा और बादलों की कमी के कारण दिन में तापमान तेजी से बढ़ रहा है, जबकि गर्म रातें किसी भी प्रकार की ठंडक की संभावना को रोक रही हैं। भारत मौसम विज्ञान विभाग ने पहले ही कई क्षेत्रों में हीटवेव की [216,545,386,721]
us-iran-column-2: को रद्द कर दिया, जिससे ईरान केवल सहमत सीमा तक यूरेनियम संवर्धन करने की बाध्यता से मुक्त हो गया। अब पीछे मुड़कर देखें तो, ट्रम्प का जेसीपीओए को पूरी तरह अस्वीकार करना वर्तमान गतिरोध और टकराव का सबसे महत्वपूर्ण कारण प्रतीत होता है। समझौते के रद्द होने के बाद और जब ईरान अब केवल 3.6 प्रतिशत तक यूरेनियम संवर्धन के नियम से बंधा नहीं था तो ईरान ने तेजी से समृद्धि कार्यक्रम शुरू किया और विशाल भंडार बना लिया। अब ट्रम्प की चुनौती यह है कि वह एक बार बोतल से बाहर आ चुके जिन्न को वापस बोतल में कैसे बंद करें। यह बेहद कठिन है, क्योंकि ईरान ने एक स्वतंत्रता का स्वाद चखा है जिसे अब छोड़ना नहीं चाहता। इसके अलावा, अमेरिकी सशस्त्र हमलों को रोकने में ईरान की बड़ी सफलता और छोटे हथियारों में हासिल लाभ के कारण, ईरान पर ट्रम्प आसानी [211,947,378,1197]
masthead-date: राष्ट्रदूत जयपुर, 26 अप्रैल, 2026 [1290,55,1482,73]
bengal-phase2-column-2: तरह समाप्त करना है। यह पहली बार नहीं है कि बाहरी राज्यों से अतिरिक्त पुलिस अधिकारियों की तैनाती की गई हो। पहले चरण के मतदान के दौरान सुरक्षा के कड़े इंतजाम थे, लेकिन फिर भी छिटपुट हिंसा की घटनाएं सामने आई थीं। इसी को देखते हुए आयोग ने इस बार और अधिक सतर्कता बरती है। इन 11 अतिरिक्त अधिकारियों की नियुक्ति के साथ ही, पश्चिम बंगाल में तैनात कुल पुलिस पर्यवेक्षकों की संख्या अब बढ़कर 95 हो गई है। आयोग ने 84 सामान्य पर्यवेक्षक और 84 व्यय पर्यवेक्षक भी नियुक्त किए हैं। संवेदनशील इलाकों की पहचान कर ली [957,1072,1121,1263]
highlight-item: इस संदर्भ में, मुख्यमंत्री मान राष्ट्रपति मुर्मू से मिले हैं, सांसदों को ''डिस्क्वालिफाय'' करने हेतु अपना केस प्रस्तुत करने के लिए। [222,1525,376,1640]
